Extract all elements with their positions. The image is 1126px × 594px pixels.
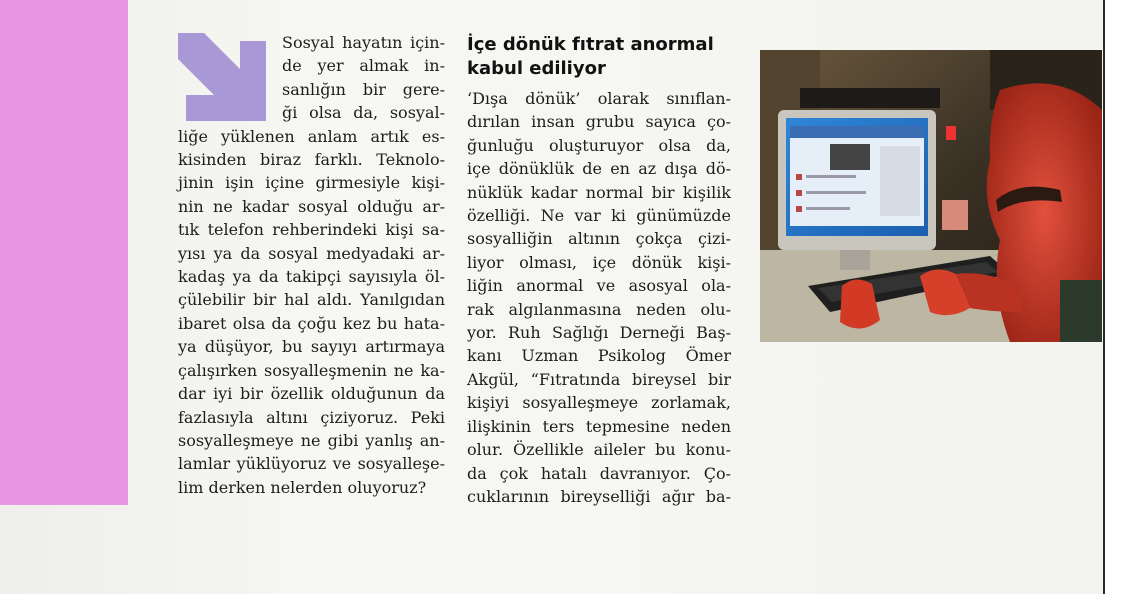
body-line: ğunluğu oluşturuyor olsa da, xyxy=(467,135,731,155)
body-line: kanı Uzman Psikolog Ömer xyxy=(467,346,731,366)
intro-line: yısı ya da sosyal medyadaki ar- xyxy=(178,243,445,263)
intro-line: lim derken nelerden oluyoruz? xyxy=(178,477,427,497)
body-line: cuklarının bireyselliği ağır ba- xyxy=(467,486,731,506)
article-column xyxy=(467,33,731,508)
intro-line: ği olsa da, sosyal- xyxy=(282,103,445,123)
intro-line: ya düşüyor, bu sayıyı artırmaya xyxy=(178,337,445,357)
body-line: Akgül, “Fıtratında bireysel bir xyxy=(467,369,731,389)
intro-line: tık telefon rehberindeki kişi sa- xyxy=(178,220,445,240)
intro-line: Sosyal hayatın için- xyxy=(282,33,445,52)
intro-line: dar iyi bir özellik olduğunun da xyxy=(178,384,445,404)
body-line: sosyalliğin altının çokça çizi- xyxy=(467,229,731,249)
intro-line: çülebilir bir hal aldı. Yanılgıdan xyxy=(178,290,445,310)
intro-line: sanlığın bir gere- xyxy=(282,79,445,99)
intro-line: kadaş ya da takipçi sayısıyla öl- xyxy=(178,267,445,287)
body-line: içe dönüklük de en az dışa dö- xyxy=(467,159,731,179)
intro-line: sosyalleşmeye ne gibi yanlış an- xyxy=(178,430,445,450)
intro-line: nin ne kadar sosyal olduğu ar- xyxy=(178,196,445,216)
body-line: liğin anormal ve asosyal ola- xyxy=(467,276,731,296)
intro-line: kisinden biraz farklı. Teknolo- xyxy=(178,150,445,170)
intro-line: lamlar yüklüyoruz ve sosyalleşe- xyxy=(178,454,445,474)
intro-line: jinin işin içine girmesiyle kişi- xyxy=(178,173,445,193)
intro-line: de yer almak in- xyxy=(282,56,445,76)
intro-line: liğe yüklenen anlam artık es- xyxy=(178,126,445,146)
body-line: da çok hatalı davranıyor. Ço- xyxy=(467,463,731,483)
body-line: özelliği. Ne var ki günümüzde xyxy=(467,206,731,226)
body-line: yor. Ruh Sağlığı Derneği Baş- xyxy=(467,323,731,343)
body-line: ‘Dışa dönük’ olarak sınıflan- xyxy=(467,89,731,108)
body-line: ilişkinin ters tepmesine neden xyxy=(467,416,731,436)
person-at-computer-photo xyxy=(760,50,1102,342)
body-line: rak algılanmasına neden olu- xyxy=(467,299,731,319)
pink-side-band xyxy=(0,0,128,505)
section-headline xyxy=(467,33,731,81)
headline-line: kabul ediliyor xyxy=(467,58,606,79)
body-line: kişiyi sosyalleşmeye zorlamak, xyxy=(467,393,731,413)
intro-column xyxy=(178,31,445,499)
intro-line: fazlasıyla altını çiziyoruz. Peki xyxy=(178,407,445,427)
body-line: nüklük kadar normal bir kişilik xyxy=(467,182,731,202)
headline-line: İçe dönük fıtrat anormal xyxy=(467,34,714,55)
body-line: dırılan insan grubu sayıca ço- xyxy=(467,112,731,132)
body-line: olur. Özellikle aileler bu konu- xyxy=(467,440,731,460)
intro-line: çalışırken sosyalleşmenin ne ka- xyxy=(178,360,445,380)
intro-line: ibaret olsa da çoğu kez bu hata- xyxy=(178,313,445,333)
body-line: liyor olması, içe dönük kişi- xyxy=(467,252,731,272)
article-photo xyxy=(760,50,1102,342)
page-right-edge xyxy=(1103,0,1126,594)
